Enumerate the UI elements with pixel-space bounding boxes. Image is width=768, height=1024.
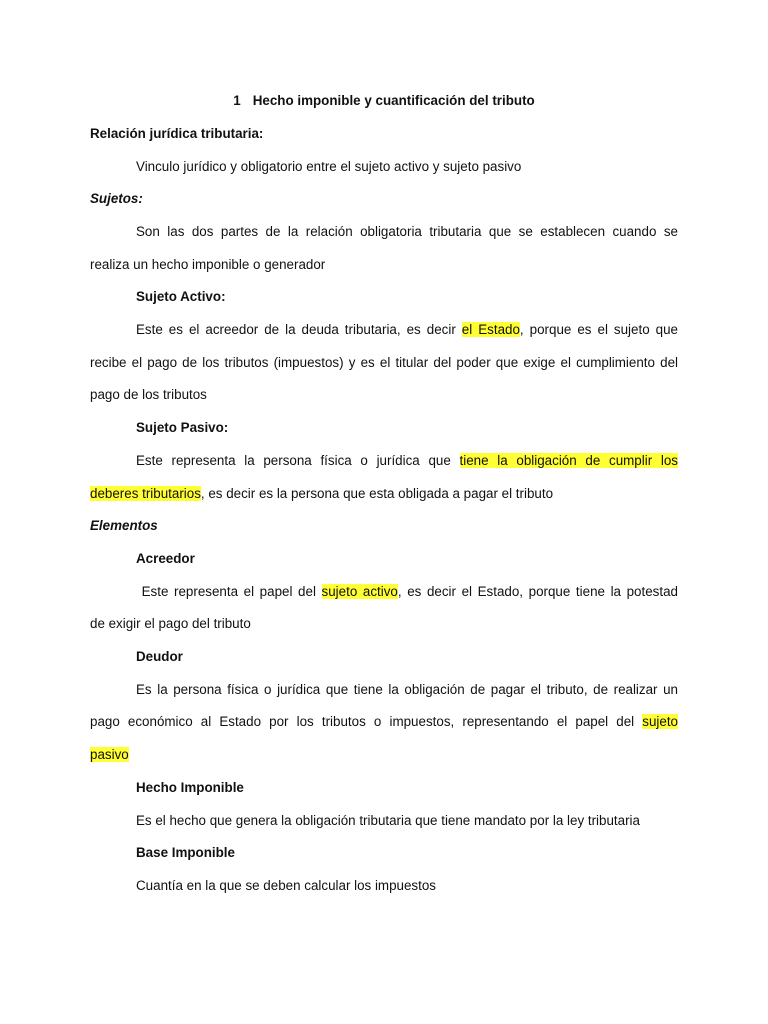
acreedor-line1 <box>136 583 678 601</box>
section-title: Hecho imponible y cuantificación del tributo <box>252 93 535 108</box>
sujeto-activo-line2: recibe el pago de los tributos (impuestos) y es el titular del poder que exige el cumplimiento del <box>90 355 678 370</box>
sujetos-paragraph-line2: realiza un hecho imponible o generador <box>90 257 326 272</box>
deudor-line3 <box>90 746 129 764</box>
highlight-sujeto: sujeto <box>642 714 678 729</box>
base-imponible-label: Base Imponible <box>136 845 235 860</box>
highlight-el-estado: el Estado <box>461 322 520 337</box>
deudor-line2-pre: pago económico al Estado por los tributos o impuestos, representando el papel del <box>90 714 643 729</box>
hecho-imponible-label: Hecho Imponible <box>136 780 244 795</box>
sujeto-activo-line3: pago de los tributos <box>90 387 207 402</box>
highlight-deberes-tributarios: deberes tributarios <box>90 486 201 501</box>
sujeto-activo-label: Sujeto Activo: <box>136 289 226 304</box>
sujeto-activo-line1 <box>136 321 678 339</box>
sujeto-pasivo-line2 <box>90 485 553 503</box>
relacion-definition: Vinculo jurídico y obligatorio entre el sujeto activo y sujeto pasivo <box>136 159 522 174</box>
sujetos-paragraph-line1: Son las dos partes de la relación obligatoria tributaria que se establecen cuando se <box>136 224 678 239</box>
elementos-label: Elementos <box>90 518 158 533</box>
highlight-obligacion: tiene la obligación de cumplir los <box>459 453 678 468</box>
sujetos-label: Sujetos: <box>90 191 143 206</box>
highlight-sujeto-activo: sujeto activo <box>321 584 398 599</box>
section-heading <box>0 92 768 110</box>
base-imponible-text: Cuantía en la que se deben calcular los impuestos <box>136 878 436 893</box>
hecho-imponible-text: Es el hecho que genera la obligación tributaria que tiene mandato por la ley tributaria <box>136 813 640 828</box>
acreedor-line2: de exigir el pago del tributo <box>90 616 251 631</box>
sujeto-activo-line1-post: , porque es el sujeto que <box>519 322 678 337</box>
sujeto-pasivo-line1 <box>136 452 678 470</box>
sujeto-pasivo-line1-pre: Este representa la persona física o jurídica que <box>136 453 460 468</box>
sujeto-pasivo-label: Sujeto Pasivo: <box>136 420 229 435</box>
acreedor-line1-post: , es decir el Estado, porque tiene la potestad <box>397 584 678 599</box>
section-number: 1 <box>233 93 241 108</box>
acreedor-label: Acreedor <box>136 551 195 566</box>
sujeto-activo-line1-pre: Este es el acreedor de la deuda tributaria, es decir <box>136 322 462 337</box>
deudor-line1: Es la persona física o jurídica que tiene la obligación de pagar el tributo, de realizar un <box>136 682 678 697</box>
acreedor-line1-pre: Este representa el papel del <box>136 584 322 599</box>
relacion-label: Relación jurídica tributaria: <box>90 126 264 141</box>
sujeto-pasivo-line2-post: , es decir es la persona que esta obligada a pagar el tributo <box>200 486 554 501</box>
deudor-line2 <box>90 713 678 731</box>
highlight-pasivo: pasivo <box>90 747 129 762</box>
deudor-label: Deudor <box>136 649 183 664</box>
